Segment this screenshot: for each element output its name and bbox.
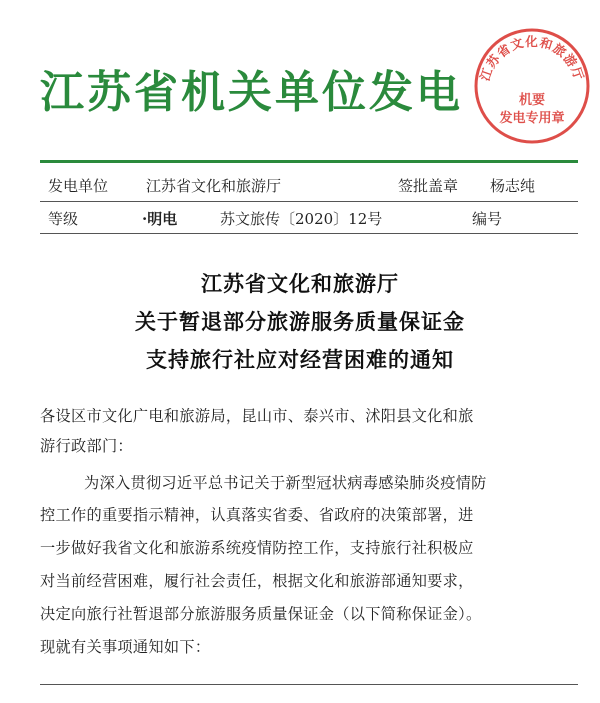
document-number: 苏文旅传〔2020〕12号	[220, 210, 383, 228]
svg-text:发电专用章: 发电专用章	[499, 111, 565, 126]
title-line-2: 关于暂退部分旅游服务质量保证金	[135, 310, 465, 334]
masthead-divider	[40, 160, 578, 163]
official-seal-stamp	[470, 24, 594, 148]
svg-text:江苏省文化和旅游厅: 江苏省文化和旅游厅	[476, 34, 588, 83]
paragraph-line-4: 对当前经营困难，履行社会责任，根据文化和旅游部通知要求，	[40, 572, 474, 590]
paragraph-line-2: 控工作的重要指示精神，认真落实省委、省政府的决策部署，进	[40, 506, 474, 524]
paragraph-line-3: 一步做好我省文化和旅游系统疫情防控工作，支持旅行社积极应	[40, 539, 474, 557]
signer-label: 签批盖章	[398, 177, 459, 195]
title-line-1: 江苏省文化和旅游厅	[201, 272, 399, 296]
paragraph-line-1: 为深入贯彻习近平总书记关于新型冠状病毒感染肺炎疫情防	[84, 474, 487, 492]
signer-value: 杨志纯	[490, 177, 536, 195]
masthead-title: 江苏省机关单位发电	[40, 67, 463, 118]
svg-text:机要: 机要	[518, 93, 546, 108]
salutation-line-1: 各设区市文化广电和旅游局，昆山市、泰兴市、沭阳县文化和旅	[40, 407, 474, 425]
grade-label: 等级	[48, 210, 79, 228]
serial-label: 编号	[472, 210, 503, 228]
meta-divider-1	[40, 201, 578, 202]
footer-divider	[40, 684, 578, 685]
grade-value: ·明电	[142, 210, 178, 228]
paragraph-line-6: 现就有关事项通知如下：	[40, 638, 211, 656]
title-line-3: 支持旅行社应对经营困难的通知	[146, 348, 454, 372]
salutation-line-2: 游行政部门：	[40, 437, 133, 455]
sender-value: 江苏省文化和旅游厅	[146, 177, 282, 195]
paragraph-line-5: 决定向旅行社暂退部分旅游服务质量保证金（以下简称保证金）。	[40, 605, 482, 623]
meta-divider-2	[40, 233, 578, 234]
sender-label: 发电单位	[48, 177, 109, 195]
